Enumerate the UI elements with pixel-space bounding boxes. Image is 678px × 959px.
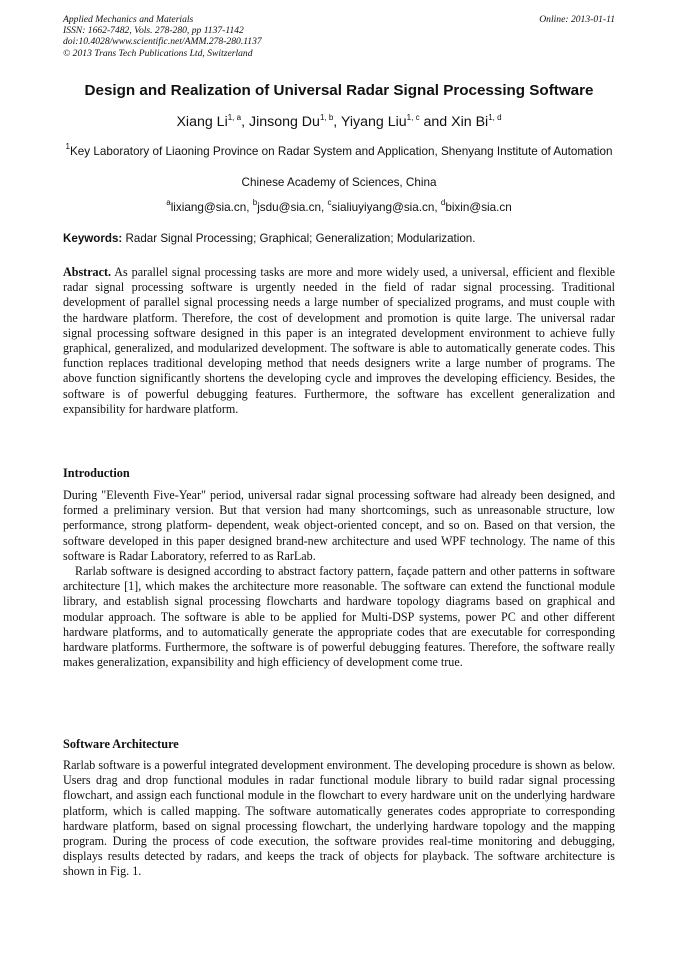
journal-name: Applied Mechanics and Materials: [63, 14, 194, 25]
author-name: Yiyang Liu: [340, 114, 407, 130]
author-sup: 1, b: [319, 113, 334, 122]
email-address[interactable]: lixiang@sia.cn: [170, 201, 247, 214]
email-sup: c: [327, 198, 332, 207]
keywords: [63, 232, 615, 245]
section-heading-introduction: Introduction: [63, 466, 130, 480]
affiliation-sup: 1: [65, 142, 70, 151]
copyright-line: © 2013 Trans Tech Publications Ltd, Switzerland: [63, 47, 253, 59]
journal-header: [63, 14, 615, 59]
abstract-label: Abstract.: [63, 265, 112, 279]
author-sup: 1, d: [488, 113, 502, 122]
section-heading-architecture: Software Architecture: [63, 737, 179, 751]
author-name: Jinsong Du: [248, 114, 320, 130]
keywords-label: Keywords:: [63, 232, 123, 245]
architecture-section: [63, 758, 615, 880]
keywords-text: Radar Signal Processing; Graphical; Generalization; Modularization.: [125, 232, 476, 245]
paragraph: Rarlab software is a powerful integrated development environment. The developing procedure is shown as below. Users drag and drop functional modules in radar functional module library to build radar signal processing flowchart, and assign each functional module in the flowchart to every hardware unit on the underlying hardware platform, which is called mapping. The software automatically generates codes appropriate to corresponding hardware platform, based on signal processing flowchart, the underlying hardware topology and the mapping program. During the process of code execution, the software provides real-time monitoring and debugging, displays results detected by radars, and keeps the track of objects for playback. The software architecture is shown in Fig. 1.: [63, 758, 615, 879]
email-address[interactable]: sialiuyiyang@sia.cn: [331, 201, 435, 214]
introduction-section: [63, 488, 615, 670]
author-sup: 1, a: [227, 113, 242, 122]
abstract: [63, 265, 615, 417]
paper-title: Design and Realization of Universal Radar Signal Processing Software: [84, 82, 594, 99]
author-sup: 1, c: [406, 113, 420, 122]
email-sup: d: [440, 198, 446, 207]
author-name: Xin Bi: [451, 114, 489, 130]
institution: Chinese Academy of Sciences, China: [241, 176, 437, 189]
author-name: Xiang Li: [176, 114, 228, 130]
email-sup: a: [166, 198, 171, 207]
email-address[interactable]: jsdu@sia.cn: [257, 201, 322, 214]
email-list: $^a$lixiang@sia.cn, $^b$jsdu@sia.cn, $^c$sialiuyiyang@sia.cn, $^d$bixin@sia.cn: [166, 198, 512, 214]
abstract-text: As parallel signal processing tasks are more and more widely used, a universal, efficient and flexible radar signal processing software is urgently needed in the field of radar signal processing. Traditional development of parallel signal processing needs a large number of specialized programs, and must couple with the hardware platform. Therefore, the cost of development and promotion is quite large. The universal radar signal processing software designed in this paper is an integrated development environment to achieve fully graphical, generalized, and modularized development. The software is able to automatically generate codes. This function replaces traditional developing method that needs designers write a large number of programs. The above function significantly shortens the developing cycle and improves the developing efficiency. Besides, the software is of powerful debugging features. Furthermore, the software has excellent generalization and expansibility for hardware platform.: [63, 265, 615, 416]
email-sup: b: [252, 198, 258, 207]
issn-line: ISSN: 1662-7482, Vols. 278-280, pp 1137-1142: [63, 25, 244, 37]
affiliation-text: Key Laboratory of Liaoning Province on Radar System and Application, Shenyang Institute of Automation: [69, 145, 613, 158]
doi-line: doi:10.4028/www.scientific.net/AMM.278-280.1137: [63, 36, 262, 48]
paragraph: During "Eleventh Five-Year" period, universal radar signal processing software had already been designed, and formed a preliminary version. But that version had many shortcomings, such as unreasonable structure, low performance, strong platform- dependent, weak object-oriented concept, and so on. Based on that version, the software developed in this paper designed brand-new architecture and used WPF technology. The name of this software is Radar Laboratory, referred to as RarLab.: [63, 488, 615, 563]
author-list: Xiang Li$^{1, a}$, Jinsong Du$^{1, b}$, Yiyang Liu$^{1, c}$ and Xin Bi$^{1, d}$: [176, 113, 502, 130]
online-date: Online: 2013-01-11: [539, 14, 615, 25]
affiliation: [63, 139, 615, 159]
email-address[interactable]: bixin@sia.cn: [445, 201, 512, 214]
paragraph: Rarlab software is designed according to abstract factory pattern, façade pattern and other patterns in software architecture [1], which makes the architecture more reasonable. The software can extend the functional module library, and establish signal processing flowcharts and hardware topology diagrams based on graphical and modular approach. The software is able to be applied for Multi-DSP systems, power PC and other different hardware platforms, and to automatically generate the appropriate codes that are executable for corresponding hardware platforms. Furthermore, the software is of powerful debugging features. Therefore, the software really makes generalization, expansibility and high efficiency of development come true.: [63, 564, 615, 670]
